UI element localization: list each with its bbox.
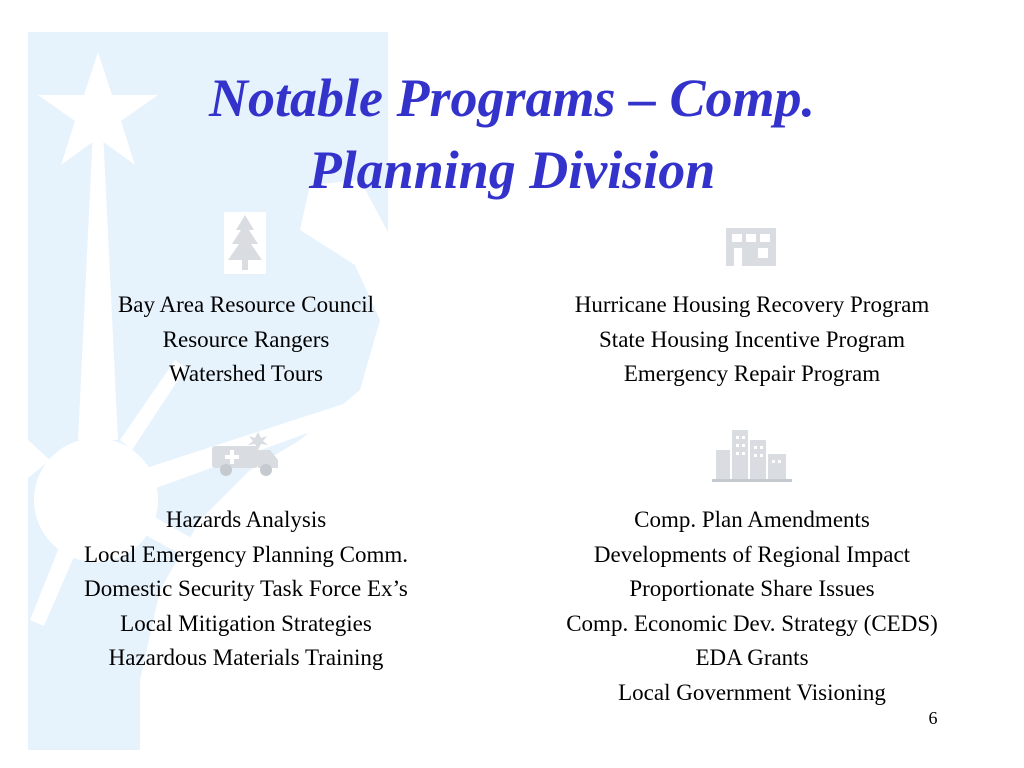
list-item: Bay Area Resource Council bbox=[117, 292, 375, 317]
environment-programs-list bbox=[26, 288, 466, 392]
city-buildings-icon bbox=[712, 426, 792, 482]
ambulance-icon bbox=[208, 428, 280, 480]
list-item: Watershed Tours bbox=[169, 361, 323, 386]
title-line-1: Notable Programs – Comp. bbox=[208, 68, 816, 128]
development-programs-list bbox=[502, 503, 1002, 710]
list-item: Resource Rangers bbox=[162, 326, 330, 352]
title-line-2: Planning Division bbox=[308, 140, 716, 200]
page-number: 6 bbox=[928, 708, 938, 728]
list-item: Comp. Economic Dev. Strategy (CEDS) bbox=[566, 610, 938, 636]
list-item: Hazardous Materials Training bbox=[108, 645, 384, 670]
emergency-programs-list bbox=[26, 503, 466, 676]
housing-programs-list bbox=[502, 288, 1002, 392]
house-icon bbox=[722, 222, 782, 268]
list-item: Comp. Plan Amendments bbox=[634, 507, 870, 532]
list-item: EDA Grants bbox=[695, 645, 809, 670]
list-item: Local Mitigation Strategies bbox=[120, 610, 372, 636]
list-item: Local Emergency Planning Comm. bbox=[83, 541, 409, 567]
list-item: Developments of Regional Impact bbox=[593, 541, 911, 567]
list-item: Proportionate Share Issues bbox=[629, 576, 875, 601]
list-item: Hurricane Housing Recovery Program bbox=[574, 292, 930, 317]
list-item: Emergency Repair Program bbox=[623, 361, 881, 386]
list-item: Hazards Analysis bbox=[165, 507, 327, 532]
slide-title bbox=[0, 62, 1024, 206]
list-item: State Housing Incentive Program bbox=[599, 326, 905, 352]
list-item: Local Government Visioning bbox=[618, 679, 886, 705]
pine-tree-icon bbox=[224, 212, 266, 274]
list-item: Domestic Security Task Force Ex’s bbox=[84, 576, 408, 601]
